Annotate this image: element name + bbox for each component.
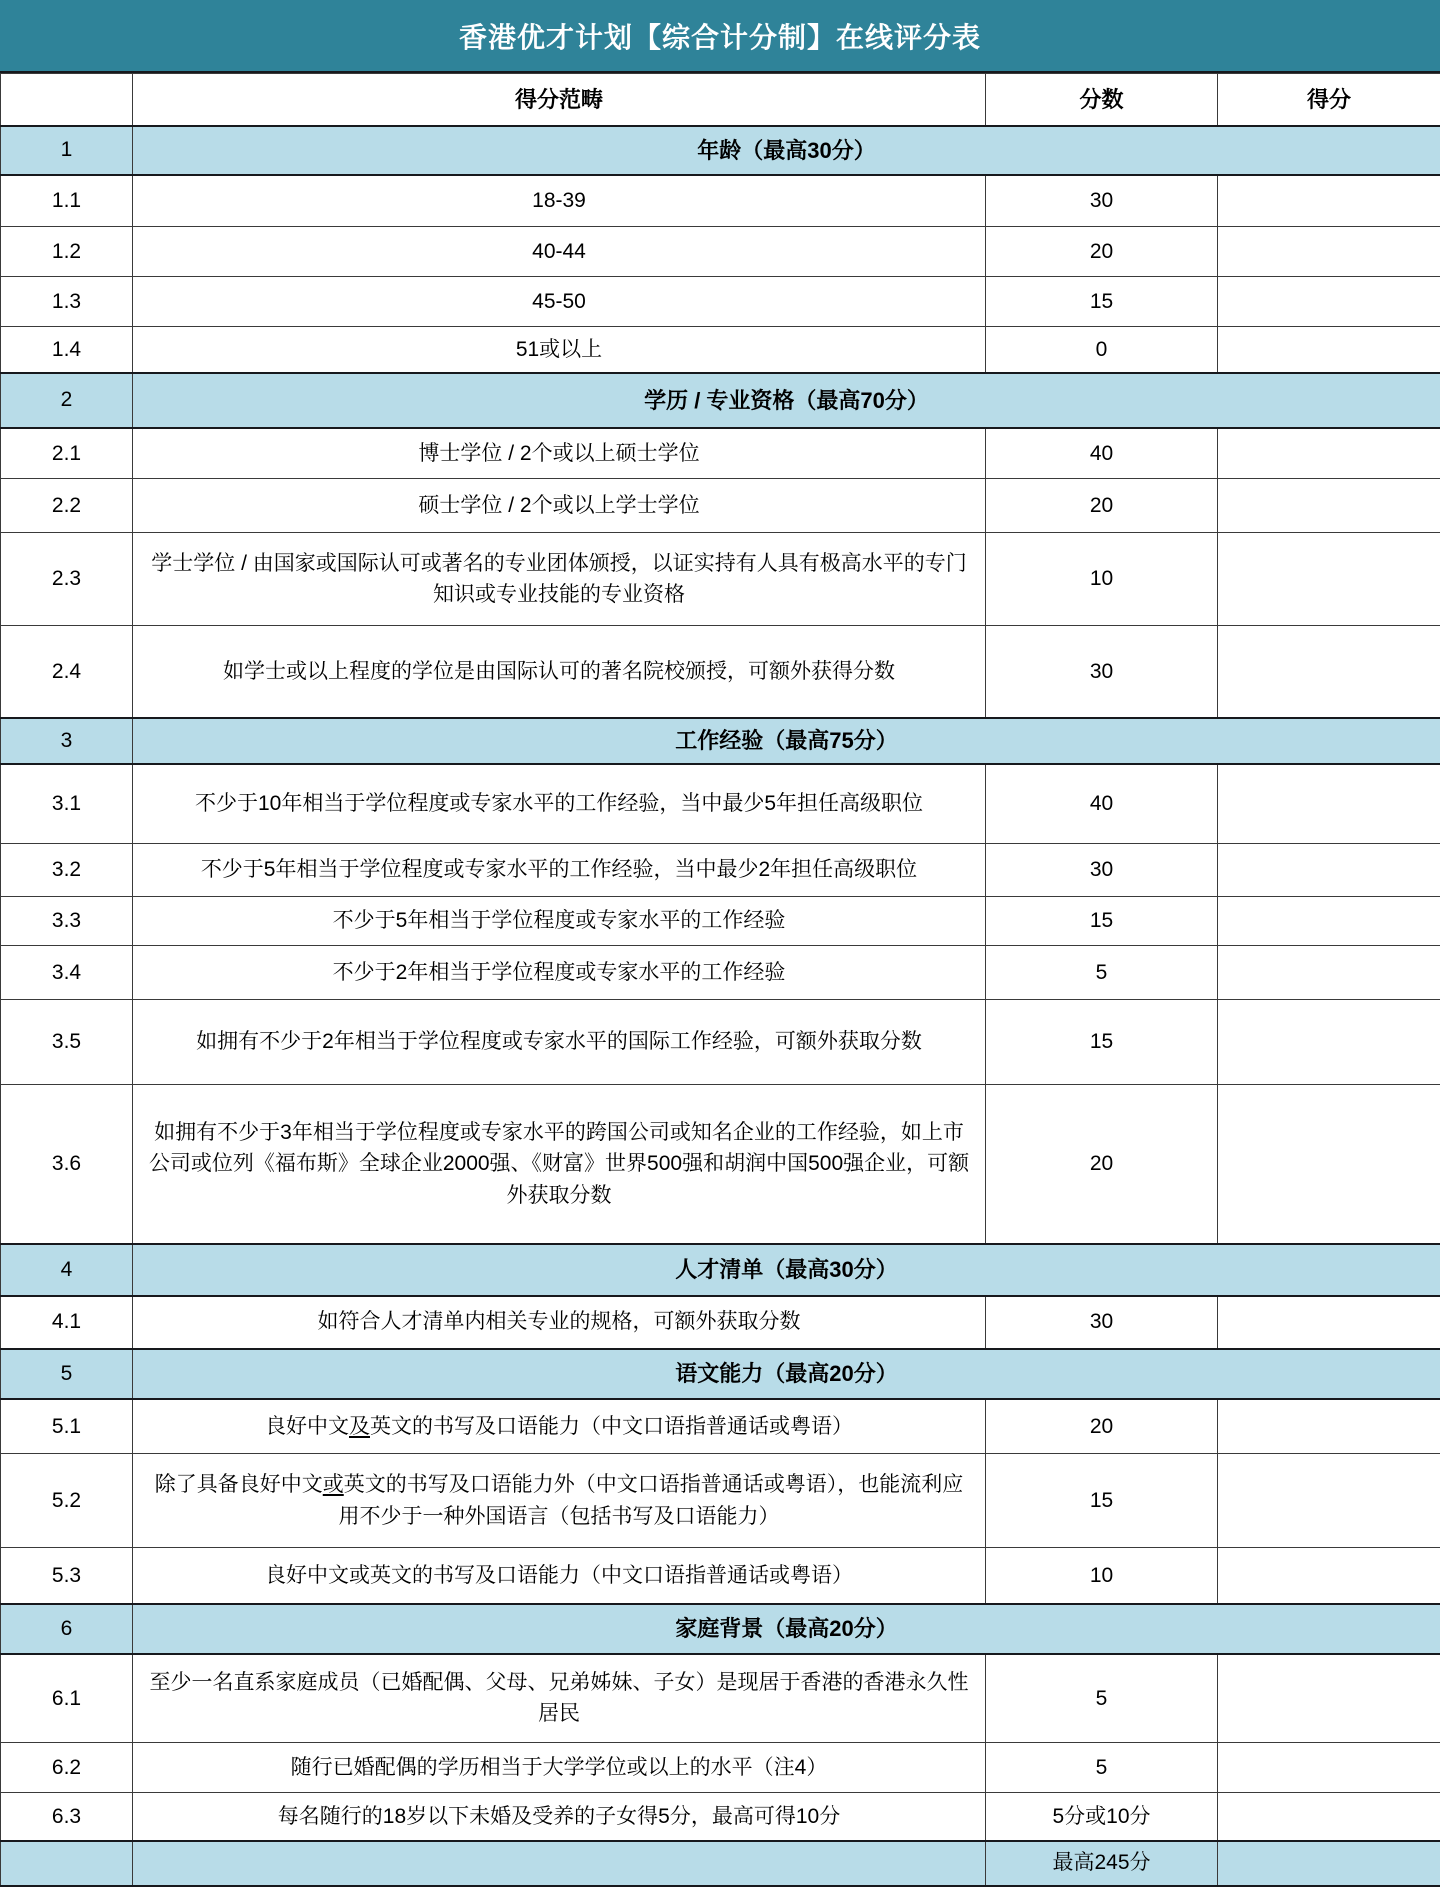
points-input-cell[interactable]	[1218, 1454, 1440, 1548]
category-cell: 51或以上	[133, 327, 986, 373]
row-id: 2.4	[1, 626, 133, 718]
item-row-3.3	[1, 897, 1440, 946]
score-cell: 5	[986, 1743, 1218, 1793]
score-cell: 15	[986, 1000, 1218, 1085]
section-title: 工作经验（最高75分）	[133, 718, 1440, 764]
points-input-cell[interactable]	[1218, 1548, 1440, 1604]
item-row-6.1	[1, 1654, 1440, 1743]
category-cell: 如拥有不少于3年相当于学位程度或专家水平的跨国公司或知名企业的工作经验，如上市公司或位列《福布斯》全球企业2000强、《财富》世界500强和胡润中国500强企业，可额外获取分数	[133, 1085, 986, 1244]
row-id: 3.2	[1, 844, 133, 897]
row-id: 3.4	[1, 946, 133, 1000]
total-id-cell	[1, 1841, 133, 1886]
points-input-cell[interactable]	[1218, 1399, 1440, 1454]
total-score-cell: 最高245分	[986, 1841, 1218, 1886]
row-id: 3.3	[1, 897, 133, 946]
total-row	[1, 1841, 1440, 1886]
section-row-3	[1, 718, 1440, 764]
total-points-cell	[1218, 1841, 1440, 1886]
column-header-row	[1, 74, 1440, 126]
score-cell: 30	[986, 844, 1218, 897]
row-id: 1.4	[1, 327, 133, 373]
item-row-2.4	[1, 626, 1440, 718]
points-input-cell[interactable]	[1218, 1296, 1440, 1349]
score-cell: 15	[986, 277, 1218, 327]
row-id: 3	[1, 718, 133, 764]
item-row-3.1	[1, 764, 1440, 844]
score-cell: 20	[986, 1085, 1218, 1244]
row-id: 1.1	[1, 175, 133, 227]
item-row-1.4	[1, 327, 1440, 373]
category-cell: 至少一名直系家庭成员（已婚配偶、父母、兄弟姊妹、子女）是现居于香港的香港永久性居民	[133, 1654, 986, 1743]
item-row-1.3	[1, 277, 1440, 327]
row-id: 6	[1, 1604, 133, 1654]
category-cell: 良好中文或英文的书写及口语能力（中文口语指普通话或粤语）	[133, 1548, 986, 1604]
item-row-2.2	[1, 479, 1440, 533]
total-category-cell	[133, 1841, 986, 1886]
row-id: 5.1	[1, 1399, 133, 1454]
points-input-cell[interactable]	[1218, 946, 1440, 1000]
points-input-cell[interactable]	[1218, 1793, 1440, 1841]
item-row-5.2	[1, 1454, 1440, 1548]
row-id: 4	[1, 1244, 133, 1296]
score-cell: 5	[986, 1654, 1218, 1743]
category-cell: 随行已婚配偶的学历相当于大学学位或以上的水平（注4）	[133, 1743, 986, 1793]
score-cell: 30	[986, 1296, 1218, 1349]
item-row-2.1	[1, 428, 1440, 479]
row-id: 5.2	[1, 1454, 133, 1548]
points-input-cell[interactable]	[1218, 1743, 1440, 1793]
score-cell: 40	[986, 764, 1218, 844]
column-header-score: 分数	[986, 74, 1218, 126]
section-row-1	[1, 126, 1440, 175]
score-cell: 30	[986, 626, 1218, 718]
row-id: 2.3	[1, 533, 133, 626]
category-cell: 40-44	[133, 227, 986, 277]
category-cell: 不少于2年相当于学位程度或专家水平的工作经验	[133, 946, 986, 1000]
section-title: 人才清单（最高30分）	[133, 1244, 1440, 1296]
score-cell: 15	[986, 897, 1218, 946]
points-input-cell[interactable]	[1218, 844, 1440, 897]
row-id: 2.1	[1, 428, 133, 479]
item-row-3.2	[1, 844, 1440, 897]
points-input-cell[interactable]	[1218, 764, 1440, 844]
sheet-title: 香港优才计划【综合计分制】在线评分表	[0, 0, 1440, 73]
item-row-3.4	[1, 946, 1440, 1000]
section-title: 年龄（最高30分）	[133, 126, 1440, 175]
row-id: 3.1	[1, 764, 133, 844]
section-row-2	[1, 373, 1440, 428]
category-cell: 如拥有不少于2年相当于学位程度或专家水平的国际工作经验，可额外获取分数	[133, 1000, 986, 1085]
category-cell: 每名随行的18岁以下未婚及受养的子女得5分，最高可得10分	[133, 1793, 986, 1841]
section-title: 家庭背景（最高20分）	[133, 1604, 1440, 1654]
category-cell: 18-39	[133, 175, 986, 227]
category-cell: 良好中文及英文的书写及口语能力（中文口语指普通话或粤语）	[133, 1399, 986, 1454]
category-cell: 不少于10年相当于学位程度或专家水平的工作经验，当中最少5年担任高级职位	[133, 764, 986, 844]
points-input-cell[interactable]	[1218, 175, 1440, 227]
item-row-4.1	[1, 1296, 1440, 1349]
category-cell: 不少于5年相当于学位程度或专家水平的工作经验	[133, 897, 986, 946]
row-id: 5	[1, 1349, 133, 1399]
row-id: 5.3	[1, 1548, 133, 1604]
points-input-cell[interactable]	[1218, 897, 1440, 946]
category-cell: 不少于5年相当于学位程度或专家水平的工作经验，当中最少2年担任高级职位	[133, 844, 986, 897]
score-cell: 0	[986, 327, 1218, 373]
row-id: 6.3	[1, 1793, 133, 1841]
section-row-6	[1, 1604, 1440, 1654]
points-input-cell[interactable]	[1218, 479, 1440, 533]
points-input-cell[interactable]	[1218, 1085, 1440, 1244]
points-input-cell[interactable]	[1218, 277, 1440, 327]
score-cell: 40	[986, 428, 1218, 479]
column-header-points: 得分	[1218, 74, 1440, 126]
score-cell: 30	[986, 175, 1218, 227]
score-cell: 20	[986, 479, 1218, 533]
item-row-1.1	[1, 175, 1440, 227]
score-cell: 5	[986, 946, 1218, 1000]
row-id: 1.3	[1, 277, 133, 327]
item-row-3.6	[1, 1085, 1440, 1244]
row-id: 3.5	[1, 1000, 133, 1085]
category-cell: 硕士学位 / 2个或以上学士学位	[133, 479, 986, 533]
section-title: 语文能力（最高20分）	[133, 1349, 1440, 1399]
item-row-2.3	[1, 533, 1440, 626]
item-row-5.3	[1, 1548, 1440, 1604]
score-cell: 5分或10分	[986, 1793, 1218, 1841]
row-id: 6.2	[1, 1743, 133, 1793]
score-cell: 10	[986, 1548, 1218, 1604]
category-cell: 学士学位 / 由国家或国际认可或著名的专业团体颁授，以证实持有人具有极高水平的专门知识或专业技能的专业资格	[133, 533, 986, 626]
section-row-4	[1, 1244, 1440, 1296]
category-cell: 除了具备良好中文或英文的书写及口语能力外（中文口语指普通话或粤语），也能流利应用不少于一种外国语言（包括书写及口语能力）	[133, 1454, 986, 1548]
category-cell: 如符合人才清单内相关专业的规格，可额外获取分数	[133, 1296, 986, 1349]
points-input-cell[interactable]	[1218, 626, 1440, 718]
category-cell: 如学士或以上程度的学位是由国际认可的著名院校颁授，可额外获得分数	[133, 626, 986, 718]
row-id: 3.6	[1, 1085, 133, 1244]
row-id: 1.2	[1, 227, 133, 277]
item-row-5.1	[1, 1399, 1440, 1454]
row-id: 6.1	[1, 1654, 133, 1743]
row-id: 4.1	[1, 1296, 133, 1349]
item-row-1.2	[1, 227, 1440, 277]
column-header-id	[1, 74, 133, 126]
section-row-5	[1, 1349, 1440, 1399]
score-cell: 15	[986, 1454, 1218, 1548]
category-cell: 博士学位 / 2个或以上硕士学位	[133, 428, 986, 479]
scoring-table	[0, 73, 1440, 1887]
score-cell: 20	[986, 227, 1218, 277]
score-cell: 10	[986, 533, 1218, 626]
row-id: 2.2	[1, 479, 133, 533]
points-input-cell[interactable]	[1218, 428, 1440, 479]
item-row-3.5	[1, 1000, 1440, 1085]
category-cell: 45-50	[133, 277, 986, 327]
points-input-cell[interactable]	[1218, 533, 1440, 626]
points-input-cell[interactable]	[1218, 1000, 1440, 1085]
points-input-cell[interactable]	[1218, 1654, 1440, 1743]
column-header-category: 得分范畴	[133, 74, 986, 126]
points-input-cell[interactable]	[1218, 327, 1440, 373]
score-cell: 20	[986, 1399, 1218, 1454]
points-input-cell[interactable]	[1218, 227, 1440, 277]
row-id: 1	[1, 126, 133, 175]
item-row-6.2	[1, 1743, 1440, 1793]
section-title: 学历 / 专业资格（最高70分）	[133, 373, 1440, 428]
row-id: 2	[1, 373, 133, 428]
item-row-6.3	[1, 1793, 1440, 1841]
